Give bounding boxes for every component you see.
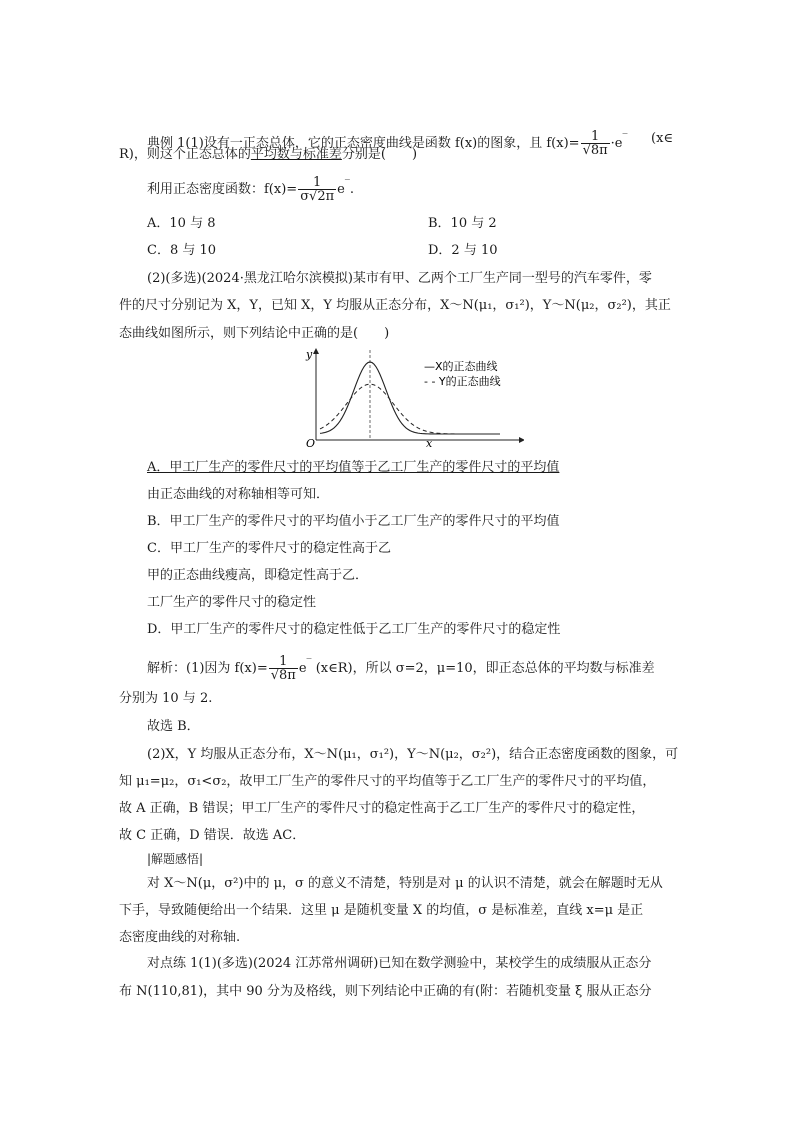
legend-y: - - Y的正态曲线: [424, 375, 501, 388]
insight-title: |解题感悟|: [147, 852, 204, 866]
hint-line: [147, 176, 354, 203]
y-axis-label: y: [306, 348, 313, 361]
insight-line-1: 对 X～N(μ，σ²)中的 μ，σ 的意义不清楚，特别是对 μ 的认识不清楚，就会在解题时无从: [147, 876, 663, 891]
solution-line-4: (2)X，Y 均服从正态分布，X～N(μ₁，σ₁²)，Y～N(μ₂，σ₂²)，结合正态密度函数的图象，可: [147, 747, 679, 762]
legend-x: —X的正态曲线: [424, 360, 498, 373]
solution-text: (x∈R)，所以 σ=2，μ=10，即正态总体的平均数与标准差: [315, 661, 655, 676]
question-blank: 分别是( ): [341, 147, 418, 162]
option-c: C．8 与 10: [147, 243, 217, 258]
option-a: A．10 与 8: [147, 216, 216, 231]
practice-line-1: 对点练 1(1)(多选)(2024 江苏常州调研)已知在数学测验中，某校学生的成绩服从正态分: [147, 956, 652, 971]
exponent-mark: ‾: [306, 658, 312, 670]
solution-line-7: 故 C 正确，D 错误．故选 AC．: [119, 828, 306, 843]
x-axis-arrow: [519, 437, 524, 443]
question-text: R)，则这个正态总体的: [119, 147, 251, 162]
solution-line-3: 故选 B．: [147, 719, 200, 734]
option2-d: D．甲工厂生产的零件尺寸的稳定性低于乙工厂生产的零件尺寸的稳定性: [147, 622, 561, 637]
normal-curve-figure: [304, 348, 524, 448]
fraction-numerator: 1: [269, 655, 298, 669]
x-axis-label: x: [426, 437, 433, 448]
exponent-mark: ‾: [344, 179, 350, 191]
hint-fraction: [298, 176, 336, 203]
exponential-e: e: [337, 182, 345, 197]
part2-line-2: 件的尺寸分别记为 X，Y，已知 X，Y 均服从正态分布，X～N(μ₁，σ₁²)，Y～N(μ₂，σ₂²)，其正: [119, 298, 671, 313]
option-d: D．2 与 10: [428, 243, 498, 258]
exponential-e: ·e: [610, 136, 623, 151]
hint-end: .: [349, 182, 355, 197]
option2-a: A．甲工厂生产的零件尺寸的平均值等于乙工厂生产的零件尺寸的平均值: [147, 460, 560, 475]
part2-line-1: (2)(多选)(2024·黑龙江哈尔滨模拟)某市有甲、乙两个工厂生产同一型号的汽车零件，零: [147, 271, 652, 286]
option2-b: B．甲工厂生产的零件尺寸的平均值小于乙工厂生产的零件尺寸的平均值: [147, 514, 560, 529]
exponential-e: e: [298, 661, 307, 676]
example-intro-text: 典例 1(1)设有一正态总体，它的正态密度曲线是函数 f(x)的图象，且 f(x)=: [147, 136, 580, 151]
y-axis-arrow: [313, 348, 319, 354]
solution-fraction: [269, 655, 298, 682]
option2-c: C．甲工厂生产的零件尺寸的稳定性高于乙: [147, 541, 391, 556]
practice-line-2: 布 N(110,81)，其中 90 分为及格线，则下列结论中正确的有(附：若随机变量 ξ 服从正态分: [119, 984, 652, 999]
hint-text: 利用正态密度函数：f(x)=: [147, 182, 298, 197]
insight-line-2: 下手，导致随便给出一个结果．这里 μ 是随机变量 X 的均值，σ 是标准差，直线 x=μ 是正: [119, 903, 644, 918]
example-question-line: [119, 146, 417, 164]
solution-label: 解析：(1)因为 f(x)=: [147, 661, 268, 676]
part2-line-3: 态曲线如图所示，则下列结论中正确的是( ): [119, 326, 390, 341]
fraction-denominator: √8π: [270, 668, 296, 683]
insight-line-3: 态密度曲线的对称轴.: [119, 930, 241, 945]
fraction-numerator: 1: [581, 130, 610, 144]
fraction-denominator: σ√2π: [300, 189, 335, 204]
solution-line-6: 故 A 正确，B 错误；甲工厂生产的零件尺寸的稳定性高于乙工厂生产的零件尺寸的稳定性，: [119, 801, 645, 816]
option2-c-continued: 工厂生产的零件尺寸的稳定性: [147, 595, 317, 610]
option-b: B．10 与 2: [428, 216, 497, 231]
fraction-denominator: √8π: [582, 143, 608, 158]
underlined-keyword: 平均数与标准差: [250, 147, 342, 162]
solution-line-1: [147, 655, 655, 682]
y-normal-curve: [320, 384, 500, 434]
solution-line-2: 分别为 10 与 2.: [119, 691, 213, 706]
exponent-mark: ‾: [622, 133, 628, 145]
option2-a-note: 由正态曲线的对称轴相等可知．: [147, 487, 330, 502]
option2-c-note: 甲的正态曲线瘦高，即稳定性高于乙．: [147, 568, 369, 583]
fraction-numerator: 1: [298, 176, 336, 190]
origin-label: O: [306, 437, 316, 448]
fraction: [581, 130, 610, 157]
solution-line-5: 知 μ₁=μ₂，σ₁<σ₂，故甲工厂生产的零件尺寸的平均值等于乙工厂生产的零件尺寸的平均值，: [119, 774, 656, 789]
domain-text: (x∈: [651, 131, 674, 146]
